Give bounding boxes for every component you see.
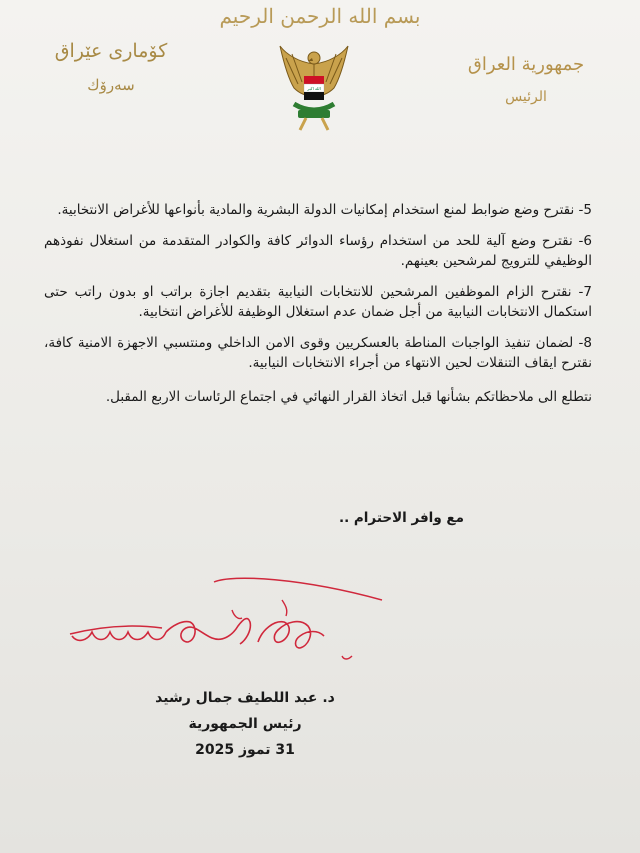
item-5: 5- نقترح وضع ضوابط لمنع استخدام إمكانيات الدولة البشرية والمادية بأنواعها للأغراض الانتخابية. bbox=[57, 202, 592, 218]
kurdish-president-title: سەرۆك bbox=[87, 76, 135, 94]
arabic-republic-title: جمهورية العراق bbox=[467, 54, 585, 75]
signatory-block bbox=[150, 685, 340, 763]
item-8: 8- لضمان تنفيذ الواجبات المناطة بالعسكريين وقوى الامن الداخلي ومنتسبي الاجهزة الامنية كافة، نقترح ايقاف التنقلات لحين الانتهاء من أجراء الانتخابات النيابية. bbox=[44, 335, 592, 371]
letterhead-arabic bbox=[446, 54, 606, 105]
item-7: 7- نقترح الزام الموظفين المرشحين للانتخابات النيابية بتقديم اجازة براتب او بدون راتب حتى استكمال الانتخابات النيابية من أجل ضمان عدم استغلال الوظيفة للأغراض انتخابية. bbox=[44, 284, 592, 320]
arabic-president-title: الرئيس bbox=[505, 89, 547, 105]
handwritten-signature bbox=[62, 570, 392, 670]
kurdish-republic-title: كۆماری عێراق bbox=[54, 40, 168, 62]
signatory-title: رئيس الجمهورية bbox=[188, 716, 302, 732]
closing-paragraph: نتطلع الى ملاحظاتكم بشأنها قبل اتخاذ القرار النهائي في اجتماع الرئاسات الاربع المقبل. bbox=[105, 389, 592, 405]
letter-body bbox=[44, 200, 592, 418]
regards-line: مع وافر الاحترام .. bbox=[338, 510, 464, 526]
letter-date: 31 تموز 2025 bbox=[195, 742, 295, 758]
letterhead-kurdish bbox=[36, 40, 186, 94]
item-6: 6- نقترح وضع آلية للحد من استخدام رؤساء الدوائر كافة والكوادر المتقدمة من استغلال نفوذهم الوظيفي للترويج لمرشحين بعينهم. bbox=[44, 233, 592, 269]
basmala-header: بسم الله الرحمن الرحيم bbox=[219, 4, 421, 28]
signatory-name: د. عبد اللطيف جمال رشيد bbox=[155, 690, 335, 706]
iraq-eagle-emblem-icon bbox=[278, 44, 350, 140]
svg-text:الله اكبر: الله اكبر bbox=[307, 86, 321, 91]
